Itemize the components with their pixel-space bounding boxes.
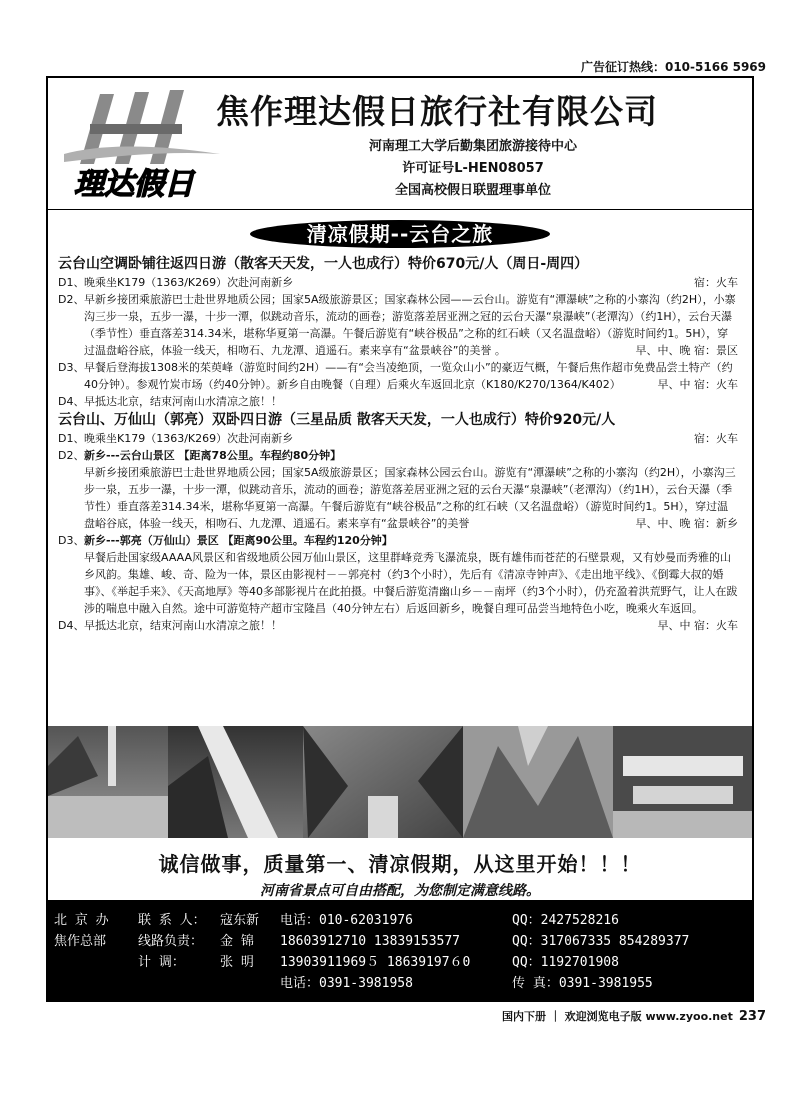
ad-frame <box>46 76 754 984</box>
contact-name: 寇东新 <box>220 913 260 928</box>
tour-1-day-2 <box>58 291 742 359</box>
day-label: D4、 <box>58 395 85 408</box>
photo-mountain-valley <box>463 726 613 838</box>
contact-office: 焦作总部 <box>54 934 107 949</box>
day-label: D3、 <box>58 534 85 547</box>
contact-qq: QQ：1192701908 <box>512 955 619 970</box>
contact-role: 线路负责： <box>138 934 204 949</box>
day-label: D2、 <box>58 293 85 306</box>
contact-name: 张 明 <box>220 955 254 970</box>
day-meta: 早、中 宿：火车 <box>657 619 738 632</box>
logo-text: 理达假日 <box>74 167 194 202</box>
tour-1-day-3 <box>58 359 742 393</box>
tour-1-day-4 <box>58 393 742 410</box>
contact-phone: 13903911969５ 18639197６0 <box>280 955 471 970</box>
contact-office: 北 京 办 <box>54 913 109 928</box>
day-label: D2、 <box>58 449 85 462</box>
day-text: 早餐后赴国家级AAAA风景区和省级地质公园万仙山景区，这里群峰竞秀飞瀑流泉，既有雄伟而苍茫的石壁景观，又有妙曼而秀雅的山乡风韵。集雄、峻、奇、险为一体，景区由影视村－－郭亮村（约3个小时），先后有《清凉寺钟声》、《走出地平线》、《倒霉大叔的婚事》、《举起手来》、《天高地厚》等40多部影视片在此拍摄。中餐后游览清幽山乡－－南坪（约3个小时），仍充盈着洪荒野气，让人在跋涉的喘息中融入自然。途中可游览特产超市宝隆昌（40分钟左右）后返回新乡，晚餐自理可品尝当地特色小吃，晚乘火车返回。 <box>84 551 738 615</box>
contact-name: 金 锦 <box>220 934 254 949</box>
contact-row <box>54 973 746 994</box>
day-meta: 早、中 宿：火车 <box>657 378 738 391</box>
trip-banner: 清凉假期--云台之旅 <box>250 220 550 248</box>
contact-role: 联 系 人： <box>138 913 206 928</box>
contact-qq: QQ：317067335 854289377 <box>512 934 690 949</box>
footer-text: 国内下册 ｜ 欢迎浏览电子版 www.zyoo.net <box>501 1010 733 1023</box>
ad-hotline: 广告征订热线：010-5166 5969 <box>580 60 766 74</box>
tour-1-day-1 <box>58 274 742 291</box>
tour-2 <box>48 410 752 634</box>
day-text: 早餐后登海拔1308米的茱萸峰（游览时间约2H）——有“会当凌绝顶，一览众山小”的豪迈气概，午餐后焦作超市免费品尝土特产（约40分钟）。参观竹炭市场（约40分钟）。新乡自由晚餐（自理）后乘火车返回北京（K180/K270/1364/K402） <box>84 361 733 391</box>
contact-phone: 电话：0391-3981958 <box>280 976 413 991</box>
day-text: 早抵达北京，结束河南山水清凉之旅！！ <box>84 619 282 632</box>
sub-slogan: 河南省景点可自由搭配，为您制定满意线路。 <box>260 883 540 899</box>
day-meta: 宿：火车 <box>694 432 738 445</box>
slogan: 诚信做事，质量第一、清凉假期，从这里开始！！！ <box>158 852 642 876</box>
company-name: 焦作理达假日旅行社有限公司 <box>216 92 658 131</box>
day-meta: 宿：火车 <box>694 276 738 289</box>
tour-1 <box>48 254 752 410</box>
photo-cascade-steps <box>168 726 303 838</box>
contact-row <box>54 931 746 952</box>
contact-panel <box>46 900 754 1002</box>
day-label: D1、 <box>58 432 85 445</box>
photo-waterfall-pool <box>48 726 178 838</box>
page-footer <box>502 1008 766 1024</box>
contact-qq: QQ：2427528216 <box>512 913 619 928</box>
contact-row <box>54 910 746 931</box>
contact-fax: 传 真：0391-3981955 <box>512 976 653 991</box>
tour-2-title: 云台山、万仙山（郭亮）双卧四日游（三星品质 散客天天发，一人也成行）特价920元/人 <box>58 412 616 428</box>
day-text: 晚乘坐K179（1363/K269）次赴河南新乡 <box>84 432 294 445</box>
day-headline: 新乡---云台山景区 【距离78公里。车程约80分钟】 <box>84 449 342 462</box>
header <box>48 78 752 210</box>
header-sub-1: 河南理工大学后勤集团旅游接待中心 <box>368 139 577 154</box>
day-label: D3、 <box>58 361 85 374</box>
page-number: 237 <box>738 1009 766 1024</box>
photo-red-stone-gorge <box>303 726 463 838</box>
tour-1-title: 云台山空调卧铺往返四日游（散客天天发，一人也成行）特价670元/人（周日-周四） <box>58 256 589 272</box>
day-headline: 新乡---郭亮（万仙山）景区 【距离90公里。车程约120分钟】 <box>84 534 393 547</box>
header-sub-2: 许可证号L-HEN08057 <box>402 161 544 176</box>
contact-row <box>54 952 746 973</box>
day-text: 早新乡接团乘旅游巴士赴世界地质公园；国家5A级旅游景区；国家森林公园云台山。游览有“潭瀑峡”之称的小寨沟（约2H），小寨沟三步一泉，五步一瀑，十步一潭，似跳动音乐，流动的画卷；游览落差居亚洲之冠的云台天瀑“泉瀑峡”（老潭沟）（约1H），云台天瀑（季节性）垂直落差314.34米，堪称华夏第一高瀑。午餐后游览有“峡谷极品”之称的红石峡（又名温盘峪）（游览时间约1。5H），穿过温盘峪谷底，体验一线天，相吻石、九龙潭、逍遥石。素来享有“盆景峡谷”的美誉 <box>84 466 736 530</box>
scenery-photo-strip <box>48 726 752 838</box>
header-sub-3: 全国高校假日联盟理事单位 <box>394 183 551 198</box>
contact-phone: 电话：010-62031976 <box>280 913 413 928</box>
contact-phone: 18603912710 13839153577 <box>280 934 461 949</box>
day-label: D4、 <box>58 619 85 632</box>
day-meta: 早、中、晚 宿：新乡 <box>635 517 738 530</box>
day-text: 早新乡接团乘旅游巴士赴世界地质公园；国家5A级旅游景区；国家森林公园——云台山。游览有“潭瀑峡”之称的小寨沟（约2H），小寨沟三步一泉，五步一瀑，十步一潭，似跳动音乐，流动的画卷；游览落差居亚洲之冠的云台天瀑“泉瀑峡”（老潭沟）（约1H），云台天瀑（季节性）垂直落差314.34米，堪称华夏第一高瀑。午餐后游览有“峡谷极品”之称的红石峡（又名温盘峪）（游览时间约1。5H），穿过温盘峪谷底，体验一线天，相吻石、九龙潭、逍遥石。素来享有“盆景峡谷”的美誉 。 <box>84 293 736 357</box>
day-text: 早抵达北京，结束河南山水清凉之旅！！ <box>84 395 282 408</box>
day-meta: 早、中、晚 宿：景区 <box>635 344 738 357</box>
tour-2-day-2 <box>58 447 742 532</box>
header-subtitles <box>318 136 628 202</box>
photo-tiered-falls <box>613 726 752 838</box>
tour-2-day-1 <box>58 430 742 447</box>
day-label: D1、 <box>58 276 85 289</box>
tour-2-day-4 <box>58 617 742 634</box>
contact-role: 计 调： <box>138 955 185 970</box>
day-text: 晚乘坐K179（1363/K269）次赴河南新乡 <box>84 276 294 289</box>
